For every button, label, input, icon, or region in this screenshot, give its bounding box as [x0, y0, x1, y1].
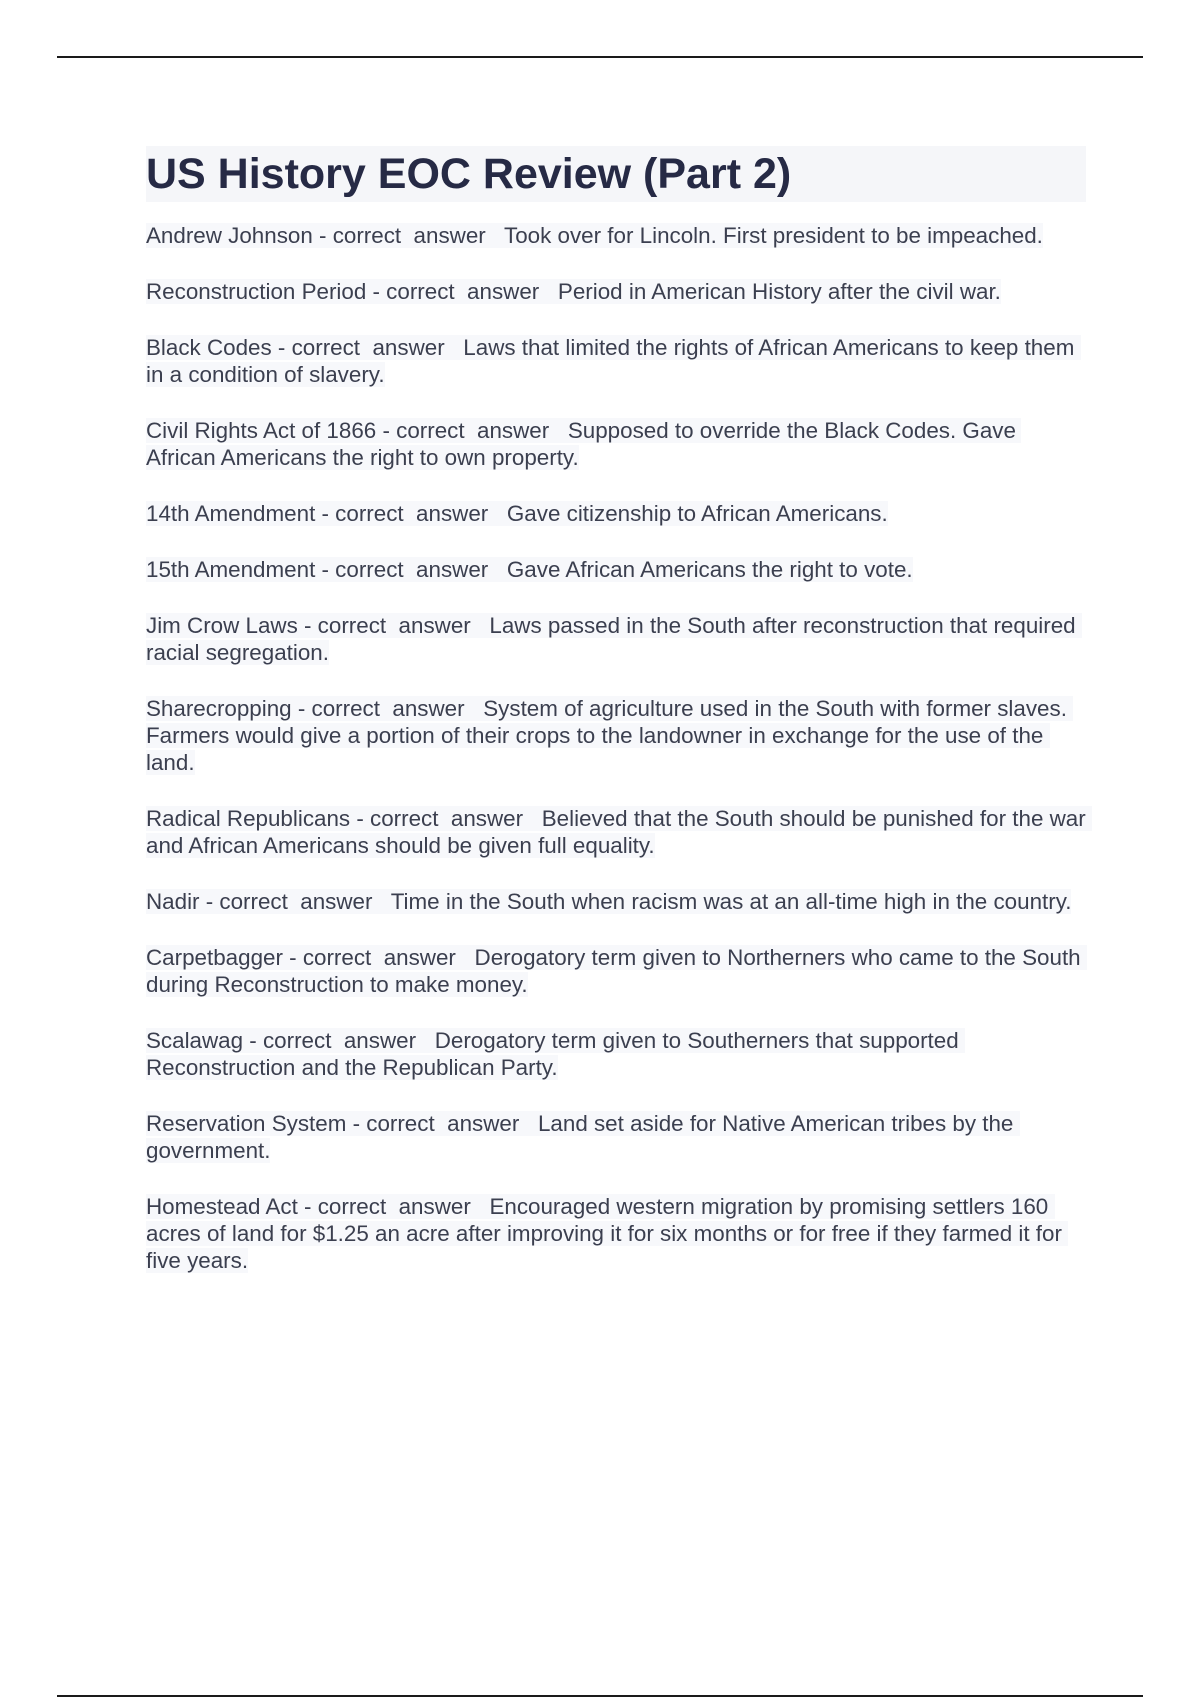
qa-item [146, 805, 1092, 859]
qa-item [146, 278, 1086, 305]
qa-item-text: Radical Republicans - correct answer Believed that the South should be punished for the war and African Americans should be given full equality. [146, 806, 1092, 858]
title-band [146, 146, 1086, 202]
qa-item [146, 500, 1086, 527]
qa-item [146, 944, 1086, 998]
qa-item [146, 1110, 1086, 1164]
qa-item [146, 695, 1086, 776]
qa-item [146, 1027, 1086, 1081]
qa-item-text: 15th Amendment - correct answer Gave African Americans the right to vote. [146, 557, 913, 582]
qa-item [146, 612, 1086, 666]
qa-item-text: Sharecropping - correct answer System of agriculture used in the South with former slaves. Farmers would give a portion of their crops to the landowner in exchange for the use of the land. [146, 696, 1074, 775]
qa-list [146, 222, 1092, 1274]
qa-item [146, 556, 1086, 583]
qa-item [146, 417, 1086, 471]
qa-item-text: Civil Rights Act of 1866 - correct answer Supposed to override the Black Codes. Gave African Americans the right to own property. [146, 418, 1021, 470]
qa-item-text: Scalawag - correct answer Derogatory term given to Southerners that supported Reconstruction and the Republican Party. [146, 1028, 965, 1080]
qa-item-text: Carpetbagger - correct answer Derogatory term given to Northerners who came to the South during Reconstruction to make money. [146, 945, 1087, 997]
qa-item [146, 888, 1086, 915]
document-body [146, 146, 1092, 1303]
qa-item-text: Jim Crow Laws - correct answer Laws passed in the South after reconstruction that required racial segregation. [146, 613, 1082, 665]
page-title: US History EOC Review (Part 2) [146, 150, 792, 198]
qa-item-text: Reconstruction Period - correct answer Period in American History after the civil war. [146, 279, 1001, 304]
footer-rule [57, 1695, 1143, 1697]
qa-item [146, 334, 1086, 388]
qa-item [146, 222, 1086, 249]
qa-item-text: Andrew Johnson - correct answer Took over for Lincoln. First president to be impeached. [146, 223, 1043, 248]
qa-item-text: Nadir - correct answer Time in the South when racism was at an all-time high in the country. [146, 889, 1072, 914]
qa-item-text: Homestead Act - correct answer Encouraged western migration by promising settlers 160 acres of land for $1.25 an acre after improving it for six months or for free if they farmed it for five years. [146, 1194, 1069, 1273]
qa-item-text: Black Codes - correct answer Laws that limited the rights of African Americans to keep them in a condition of slavery. [146, 335, 1081, 387]
header-rule [57, 56, 1143, 58]
qa-item-text: Reservation System - correct answer Land set aside for Native American tribes by the government. [146, 1111, 1020, 1163]
qa-item [146, 1193, 1086, 1274]
qa-item-text: 14th Amendment - correct answer Gave citizenship to African Americans. [146, 501, 888, 526]
